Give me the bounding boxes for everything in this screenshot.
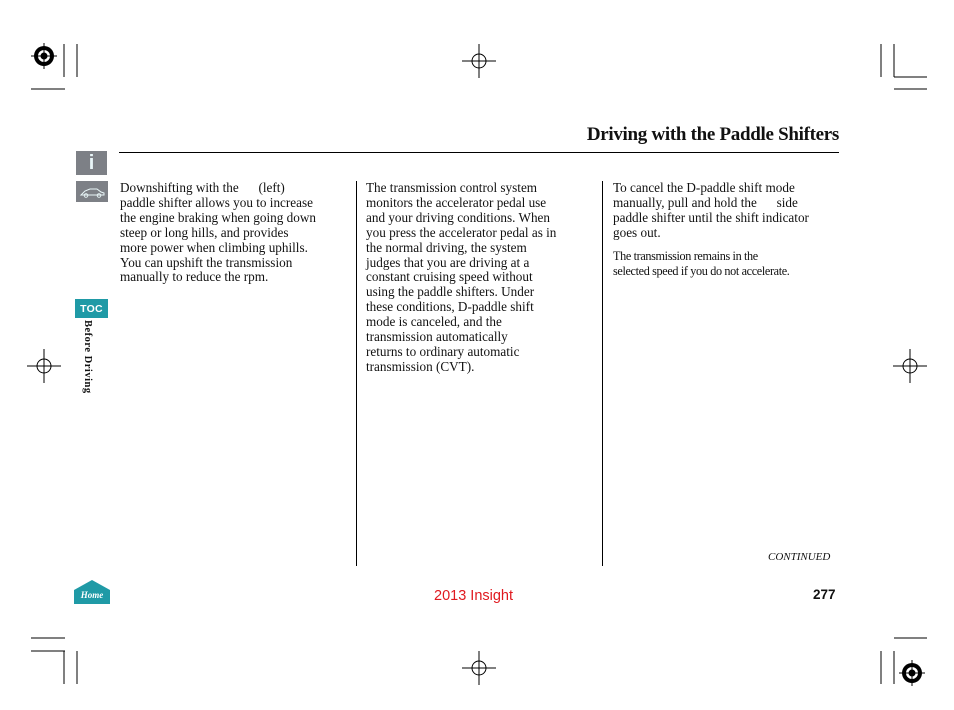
note-text (613, 249, 845, 279)
text-line: manually, pull and hold the side (613, 194, 798, 210)
page-number: 277 (813, 587, 836, 602)
text-line: manually to reduce the rpm. (120, 269, 269, 285)
paragraph-downshifting (120, 181, 352, 285)
text-line: paddle shifter until the shift indicator (613, 209, 809, 225)
home-label: Home (80, 590, 104, 600)
text-line: To cancel the D-paddle shift mode (613, 180, 795, 195)
text-line: returns to ordinary automatic (366, 343, 520, 359)
continued-label: CONTINUED (768, 551, 831, 563)
toc-button[interactable]: TOC (75, 299, 108, 318)
text-line: steep or long hills, and provides (120, 224, 289, 240)
home-button[interactable] (74, 580, 110, 606)
section-label: Before Driving (82, 320, 93, 394)
text-line: using the paddle shifters. Under (366, 284, 535, 300)
info-icon-glyph: i (88, 151, 95, 174)
text-line: you press the accelerator pedal as in (366, 224, 557, 240)
text-line: The transmission control system (366, 180, 538, 195)
text-line: and your driving conditions. When (366, 209, 550, 225)
text-line: the engine braking when going down (120, 209, 316, 225)
text-line: The transmission remains in the (613, 248, 758, 263)
title-rule (119, 152, 839, 153)
book-title: 2013 Insight (434, 588, 514, 604)
text-line: monitors the accelerator pedal use (366, 194, 547, 210)
column-divider (356, 181, 357, 566)
text-line: Downshifting with the (left) (120, 180, 285, 195)
text-line: constant cruising speed without (366, 269, 533, 285)
car-icon[interactable] (76, 181, 108, 202)
text-line: mode is canceled, and the (366, 314, 502, 330)
column-1 (120, 181, 352, 285)
page-title: Driving with the Paddle Shifters (586, 124, 839, 145)
text-line: the normal driving, the system (366, 239, 527, 255)
paragraph-cancel (613, 181, 845, 241)
paragraph-control-system (366, 181, 598, 375)
column-divider (602, 181, 603, 566)
text-line: these conditions, D-paddle shift (366, 299, 534, 315)
text-line: paddle shifter allows you to increase (120, 194, 313, 210)
column-2 (366, 181, 598, 375)
text-line: transmission (CVT). (366, 358, 475, 374)
text-line: judges that you are driving at a (366, 254, 530, 270)
text-line: more power when climbing uphills. (120, 239, 308, 255)
text-line: You can upshift the transmission (120, 254, 293, 270)
column-3 (613, 181, 845, 279)
text-line: selected speed if you do not accelerate. (613, 263, 790, 278)
info-icon[interactable] (76, 151, 107, 175)
text-line: transmission automatically (366, 329, 508, 345)
text-line: goes out. (613, 224, 661, 240)
